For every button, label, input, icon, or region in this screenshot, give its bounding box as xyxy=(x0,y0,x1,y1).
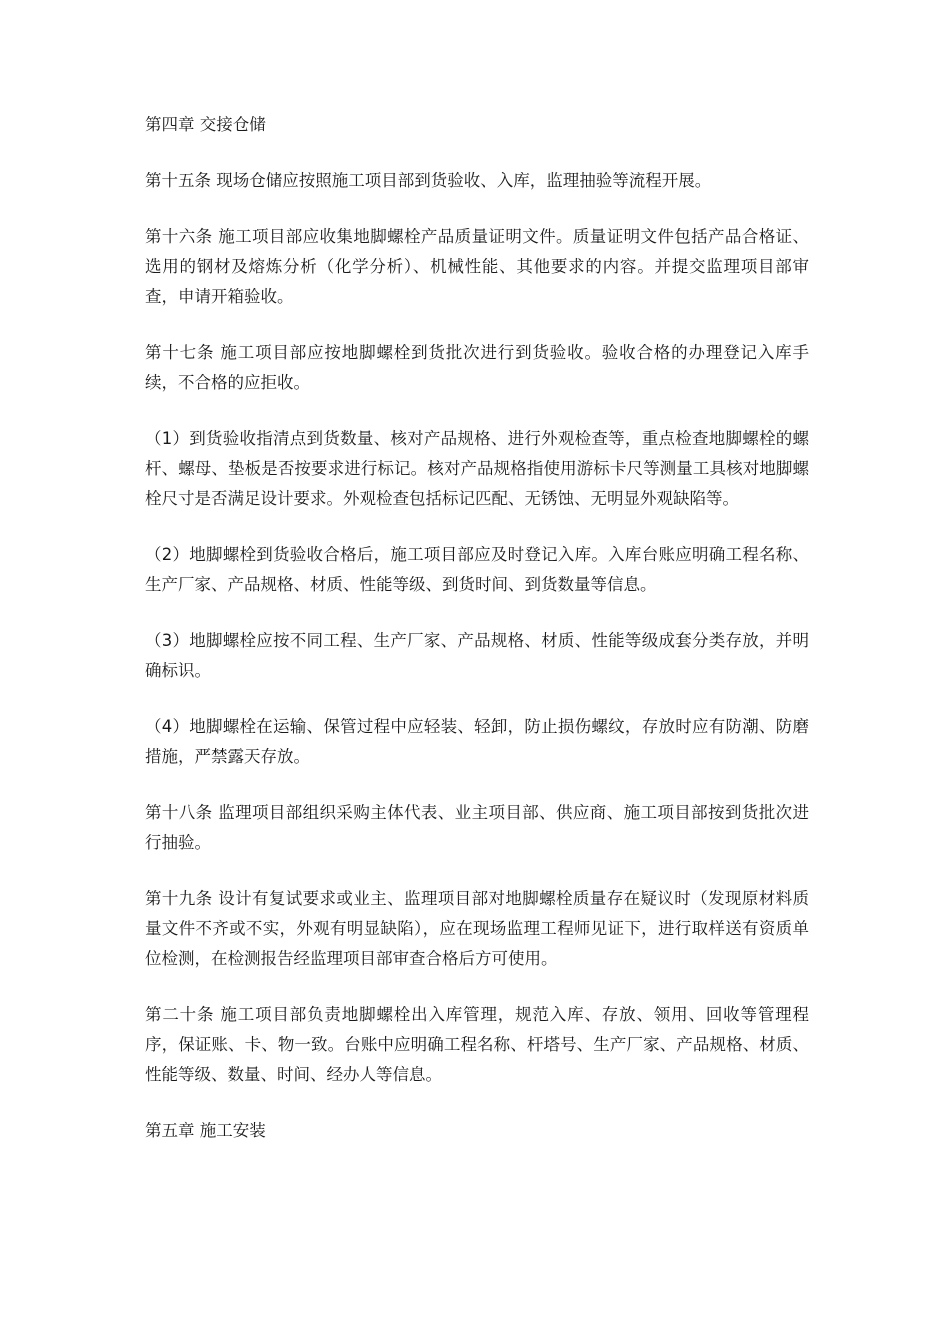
article-17-item-1: （1）到货验收指清点到货数量、核对产品规格、进行外观检查等，重点检查地脚螺栓的螺杆、螺母、垫板是否按要求进行标记。核对产品规格指使用游标卡尺等测量工具核对地脚螺栓尺寸是否满足设计要求。外观检查包括标记匹配、无锈蚀、无明显外观缺陷等。 xyxy=(145,429,809,508)
article-20: 第二十条 施工项目部负责地脚螺栓出入库管理，规范入库、存放、领用、回收等管理程序，保证账、卡、物一致。台账中应明确工程名称、杆塔号、生产厂家、产品规格、材质、性能等级、数量、时间、经办人等信息。 xyxy=(145,1005,809,1084)
article-17-item-4: （4）地脚螺栓在运输、保管过程中应轻装、轻卸，防止损伤螺纹，存放时应有防潮、防磨措施，严禁露天存放。 xyxy=(145,717,809,766)
article-17-item-2: （2）地脚螺栓到货验收合格后，施工项目部应及时登记入库。入库台账应明确工程名称、生产厂家、产品规格、材质、性能等级、到货时间、到货数量等信息。 xyxy=(145,545,809,594)
article-17: 第十七条 施工项目部应按地脚螺栓到货批次进行到货验收。验收合格的办理登记入库手续，不合格的应拒收。 xyxy=(145,343,809,392)
article-17-item-3: （3）地脚螺栓应按不同工程、生产厂家、产品规格、材质、性能等级成套分类存放，并明确标识。 xyxy=(145,631,809,680)
chapter-heading-5: 第五章 施工安装 xyxy=(145,1121,266,1140)
article-16: 第十六条 施工项目部应收集地脚螺栓产品质量证明文件。质量证明文件包括产品合格证、选用的钢材及熔炼分析（化学分析）、机械性能、其他要求的内容。并提交监理项目部审查，申请开箱验收。 xyxy=(145,227,809,306)
article-19: 第十九条 设计有复试要求或业主、监理项目部对地脚螺栓质量存在疑议时（发现原材料质量文件不齐或不实，外观有明显缺陷），应在现场监理工程师见证下，进行取样送有资质单位检测，在检测报告经监理项目部审查合格后方可使用。 xyxy=(145,889,809,968)
article-15: 第十五条 现场仓储应按照施工项目部到货验收、入库，监理抽验等流程开展。 xyxy=(145,171,712,190)
chapter-heading-4: 第四章 交接仓储 xyxy=(145,115,266,134)
document-page xyxy=(145,110,809,1172)
article-18: 第十八条 监理项目部组织采购主体代表、业主项目部、供应商、施工项目部按到货批次进行抽验。 xyxy=(145,803,809,852)
